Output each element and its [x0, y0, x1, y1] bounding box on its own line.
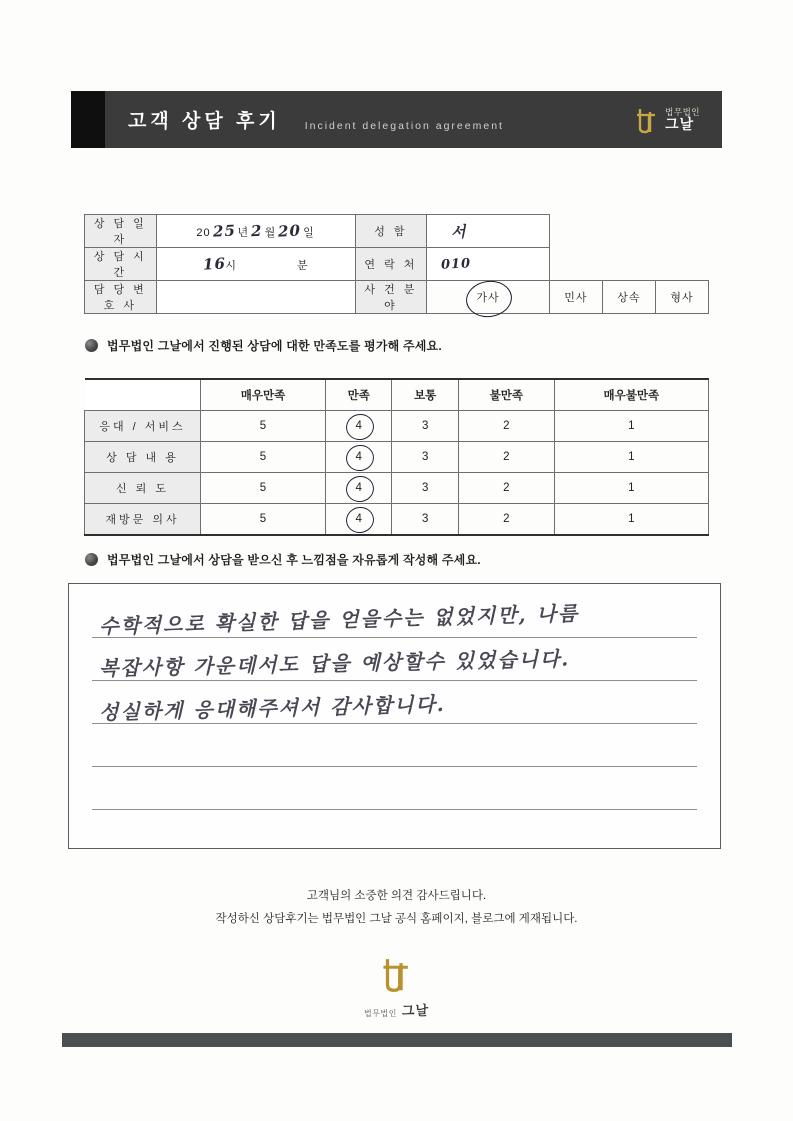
case-field-option-3[interactable] — [655, 281, 708, 314]
time-minute-unit: 분 — [297, 260, 309, 272]
label-consultation-date: 상 담 일 자 — [85, 215, 157, 248]
date-day-unit: 일 — [303, 227, 315, 239]
rating-cell-0-2[interactable]: 3 — [392, 411, 458, 442]
firm-monogram-icon — [636, 106, 658, 134]
case-field-option-0[interactable] — [427, 281, 550, 314]
case-field-option-1-label: 민사 — [564, 292, 588, 304]
section-heading-comment-label: 법무법인 그날에서 상담을 받으신 후 느낌점을 자유롭게 작성해 주세요. — [107, 553, 481, 567]
section-heading-comment — [85, 551, 481, 568]
label-attorney: 담 당 변 호 사 — [85, 281, 157, 314]
rating-cell-3-1-value: 4 — [355, 513, 362, 525]
rating-header-col-0: 매우만족 — [201, 379, 326, 411]
contact-hand: 010 — [440, 255, 472, 273]
brand-logo-big: 그날 — [665, 115, 695, 132]
value-contact[interactable] — [427, 248, 550, 281]
value-consultation-time[interactable] — [156, 248, 355, 281]
rating-cell-1-1[interactable] — [326, 442, 392, 473]
table-row — [85, 411, 709, 442]
date-month-unit: 월 — [264, 227, 277, 239]
date-year-unit: 년 — [237, 227, 250, 239]
label-consultation-time: 상 담 시 간 — [85, 248, 157, 281]
brand-logo — [636, 106, 700, 134]
footer-notice-line: 작성하신 상담후기는 법무법인 그날 공식 홈페이지, 블로그에 게재됩니다. — [215, 913, 578, 925]
table-row — [85, 473, 709, 504]
firm-monogram-icon — [382, 955, 412, 998]
section-heading-satisfaction — [85, 337, 442, 354]
footer-logo-big: 그날 — [401, 1003, 430, 1018]
consultation-info-table — [84, 214, 709, 314]
case-field-option-3-label: 형사 — [670, 292, 694, 304]
table-row — [85, 215, 709, 248]
footer-logo-small: 법무법인 — [363, 1009, 397, 1018]
bullet-dot-icon — [85, 339, 98, 352]
rating-header-col-3: 불만족 — [458, 379, 554, 411]
rating-header-blank — [85, 379, 201, 411]
rating-cell-3-0[interactable]: 5 — [201, 504, 326, 536]
brand-logo-text — [665, 108, 700, 132]
table-row — [85, 248, 709, 281]
rating-cell-1-4[interactable]: 1 — [554, 442, 708, 473]
rating-cell-0-4[interactable]: 1 — [554, 411, 708, 442]
table-row — [85, 504, 709, 536]
rating-row-label-0: 응대 / 서비스 — [85, 411, 201, 442]
client-name-hand: 서 — [450, 222, 468, 241]
rating-cell-0-3[interactable]: 2 — [458, 411, 554, 442]
time-hour-hand: 16 — [202, 254, 226, 274]
footer-bar — [62, 1033, 732, 1047]
case-field-option-0-label: 가사 — [476, 292, 500, 304]
value-client-name[interactable] — [427, 215, 550, 248]
footer-thanks-line: 고객님의 소중한 의견 감사드립니다. — [306, 890, 487, 902]
case-field-option-2[interactable] — [602, 281, 655, 314]
table-row — [85, 442, 709, 473]
bullet-dot-icon — [85, 553, 98, 566]
document-header — [71, 91, 722, 148]
comment-handwriting-line-3: 성실하게 응대해주셔서 감사합니다. — [98, 691, 447, 725]
rating-header-col-4: 매우불만족 — [554, 379, 708, 411]
rating-cell-0-0[interactable]: 5 — [201, 411, 326, 442]
footer-logo-text — [364, 1000, 429, 1019]
rating-cell-0-1[interactable] — [326, 411, 392, 442]
rating-cell-2-2[interactable]: 3 — [392, 473, 458, 504]
header-accent-block — [71, 91, 105, 148]
label-case-field: 사 건 분 야 — [355, 281, 427, 314]
rating-cell-2-0[interactable]: 5 — [201, 473, 326, 504]
rating-row-label-3: 재방문 의사 — [85, 504, 201, 536]
table-row — [85, 281, 709, 314]
rating-cell-3-4[interactable]: 1 — [554, 504, 708, 536]
case-field-option-2-label: 상속 — [617, 292, 641, 304]
rating-cell-2-4[interactable]: 1 — [554, 473, 708, 504]
table-header-row — [85, 379, 709, 411]
rating-row-label-1: 상 담 내 용 — [85, 442, 201, 473]
info-spacer-cell — [549, 248, 708, 281]
footer-logo — [0, 955, 793, 1019]
time-hour-unit: 시 — [225, 260, 238, 272]
comment-handwriting-line-1: 수학적으로 확실한 답을 얻을수는 없었지만, 나름 — [98, 601, 580, 639]
rating-cell-1-1-value: 4 — [355, 451, 362, 463]
rating-cell-2-1[interactable] — [326, 473, 392, 504]
label-client-name: 성 함 — [355, 215, 427, 248]
value-attorney[interactable] — [156, 281, 355, 314]
page-subtitle: Incident delegation agreement — [304, 119, 504, 132]
info-spacer-cell — [549, 215, 708, 248]
rating-cell-2-1-value: 4 — [355, 482, 362, 494]
brand-logo-small: 법무법인 — [665, 106, 700, 117]
rating-cell-3-1[interactable] — [326, 504, 392, 536]
date-year-prefix: 20 — [196, 227, 211, 239]
date-month-hand: 2 — [250, 221, 264, 241]
rating-cell-2-3[interactable]: 2 — [458, 473, 554, 504]
rating-row-label-2: 신 뢰 도 — [85, 473, 201, 504]
rating-header-col-1: 만족 — [326, 379, 392, 411]
rating-cell-1-2[interactable]: 3 — [392, 442, 458, 473]
satisfaction-rating-table — [84, 378, 709, 536]
comment-textarea[interactable] — [68, 583, 721, 849]
section-heading-satisfaction-label: 법무법인 그날에서 진행된 상담에 대한 만족도를 평가해 주세요. — [107, 339, 442, 353]
rating-header-col-2: 보통 — [392, 379, 458, 411]
date-day-hand: 20 — [277, 221, 302, 241]
rating-cell-1-0[interactable]: 5 — [201, 442, 326, 473]
rating-cell-3-3[interactable]: 2 — [458, 504, 554, 536]
page-title: 고객 상담 후기 — [128, 111, 281, 132]
rating-cell-1-3[interactable]: 2 — [458, 442, 554, 473]
rating-cell-0-1-value: 4 — [355, 420, 362, 432]
case-field-option-1[interactable] — [549, 281, 602, 314]
rating-cell-3-2[interactable]: 3 — [392, 504, 458, 536]
date-year-hand: 25 — [212, 221, 237, 241]
value-consultation-date[interactable] — [156, 215, 355, 248]
comment-handwriting-line-2: 복잡사항 가운데서도 답을 예상할수 있었습니다. — [98, 646, 571, 681]
label-contact: 연 락 처 — [355, 248, 427, 281]
